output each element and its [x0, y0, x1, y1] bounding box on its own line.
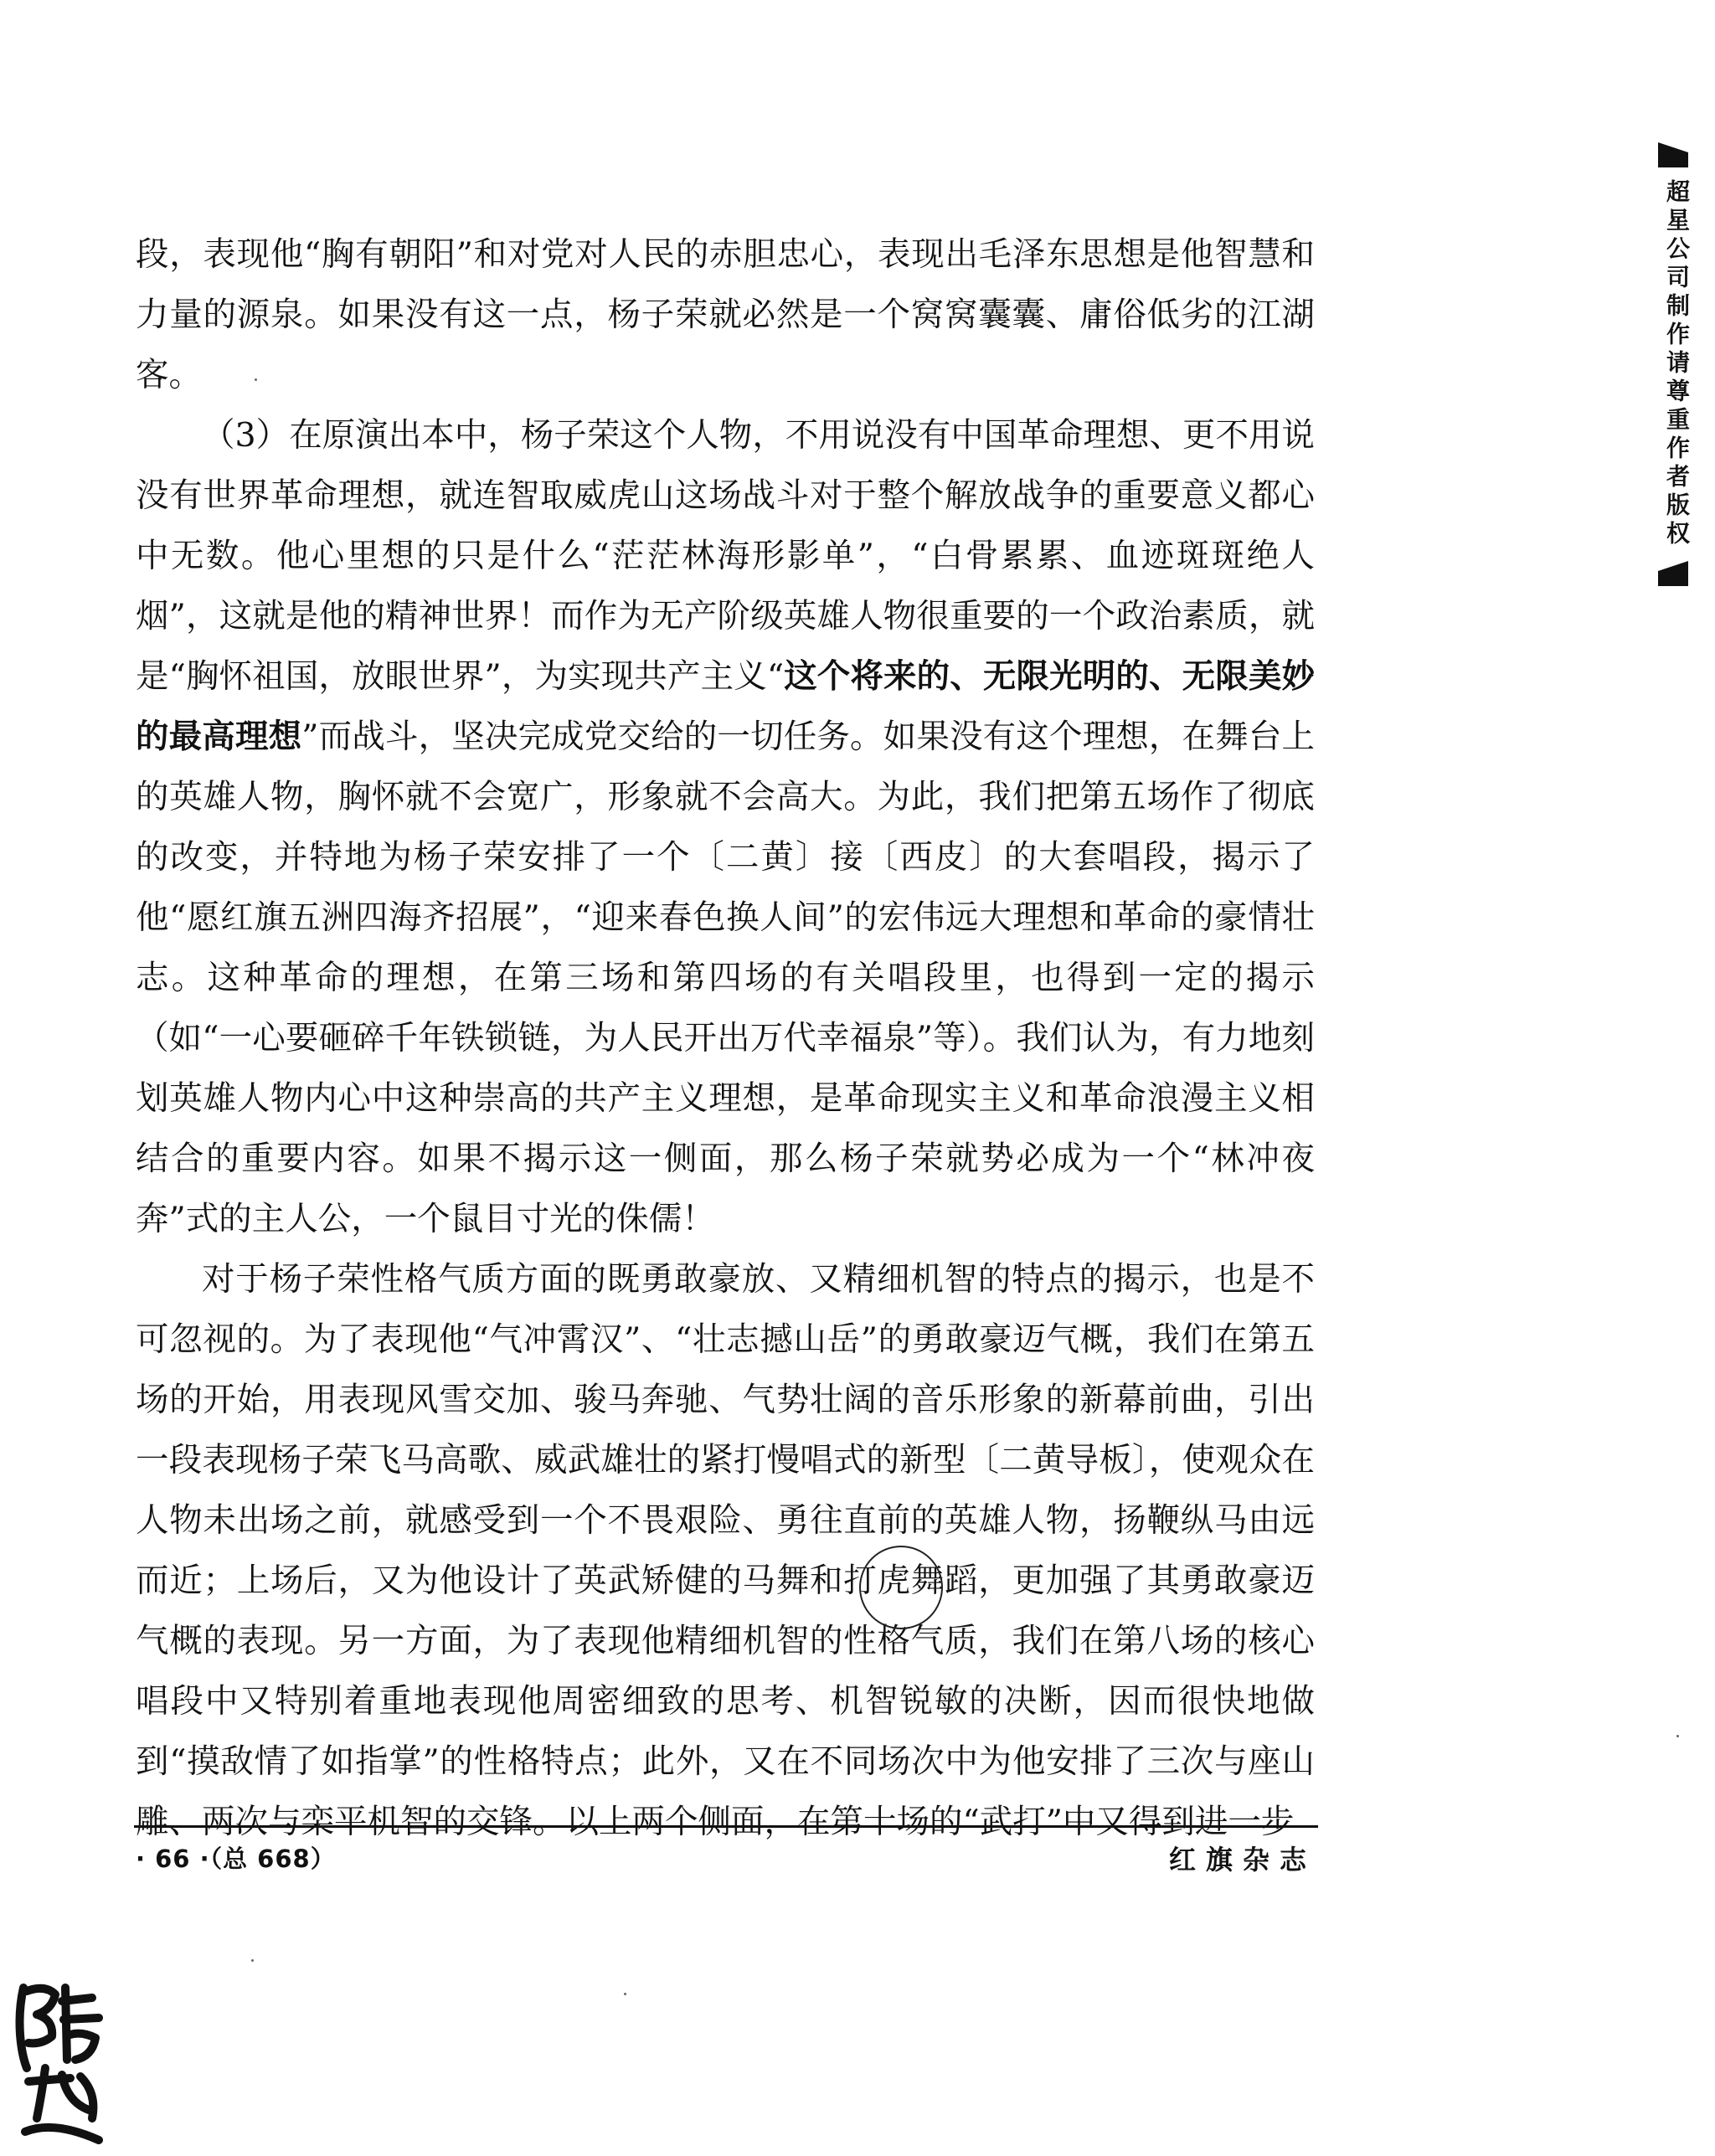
footer-page-number: · 66 ·（总 668）: [136, 1845, 336, 1873]
article-body: [136, 224, 1315, 1852]
side-notice-top-bar: [1658, 142, 1688, 167]
paragraph-2-text-a: （3）在原演出本中，杨子荣这个人物，不用说没有中国革命理想、更不用说没有世界革命理想，就连智取威虎山这场战斗对于整个解放战争的重要意义都心中无数。他心里想的只是什么“茫茫林海形影单”，“白骨累累、血迹斑斑绝人烟”，这就是他的精神世界！而作为无产阶级英雄人物很重要的一个政治素质，就是“胸怀祖国，放眼世界”，为实现共产主义“: [136, 416, 1315, 696]
handwritten-circle-mark: [859, 1546, 943, 1629]
paragraph-2: [136, 405, 1315, 1249]
paragraph-3-text: 对于杨子荣性格气质方面的既勇敢豪放、又精细机智的特点的揭示，也是不可忽视的。为了表现他“气冲霄汉”、“壮志撼山岳”的勇敢豪迈气概，我们在第五场的开始，用表现风雪交加、骏马奔驰、气势壮阔的音乐形象的新幕前曲，引出一段表现杨子荣飞马高歌、威武雄壮的紧打慢唱式的新型〔二黄导板〕，使观众在人物未出场之前，就感受到一个不畏艰险、勇往直前的英雄人物，扬鞭纵马由远而近；上场后，又为他设计了英武矫健的马舞和打虎舞蹈，更加强了其勇敢豪迈气概的表现。另一方面，为了表现他精细机智的性格气质，我们在第八场的核心唱段中又特别着重地表现他周密细致的思考、机智锐敏的决断，因而很快地做到“摸敌情了如指掌”的性格特点；此外，又在不同场次中为他安排了三次与座山雕、两次与栾平机智的交锋。以上两个侧面，在第十场的“武打”中又得到进一步: [136, 1260, 1315, 1841]
footer-journal-name: 红旗杂志: [1168, 1844, 1316, 1876]
paragraph-1: [136, 224, 1315, 405]
scan-speck: [624, 1993, 626, 1995]
scan-speck: [1676, 1735, 1679, 1737]
paragraph-2-quote-bold: 这个将来的、无限光明的、无限美妙的最高理想: [136, 657, 1315, 756]
copyright-side-notice: [1658, 142, 1695, 586]
seal-stamp-icon: [12, 1976, 111, 2148]
paragraph-2-text-b: ”而战斗，坚决完成党交给的一切任务。如果没有这个理想，在舞台上的英雄人物，胸怀就不会宽广，形象就不会高大。为此，我们把第五场作了彻底的改变，并特地为杨子荣安排了一个〔二黄〕接〔西皮〕的大套唱段，揭示了他“愿红旗五洲四海齐招展”，“迎来春色换人间”的宏伟远大理想和革命的豪情壮志。这种革命的理想，在第三场和第四场的有关唱段里，也得到一定的揭示（如“一心要砸碎千年铁锁链，为人民开出万代幸福泉”等）。我们认为，有力地刻划英雄人物内心中这种崇高的共产主义理想，是革命现实主义和革命浪漫主义相结合的重要内容。如果不揭示这一侧面，那么杨子荣就势必成为一个“林冲夜奔”式的主人公，一个鼠目寸光的侏儒！: [136, 718, 1315, 1238]
paragraph-3: [136, 1249, 1315, 1852]
paragraph-1-text: 段，表现他“胸有朝阳”和对党对人民的赤胆忠心，表现出毛泽东思想是他智慧和力量的源泉。如果没有这一点，杨子荣就必然是一个窝窝囊囊、庸俗低劣的江湖客。: [136, 235, 1315, 394]
scan-speck: [251, 1959, 254, 1962]
scan-speck: [255, 378, 257, 381]
side-notice-text: 超星公司制作请尊重作者版权: [1663, 179, 1691, 549]
footer-divider: [134, 1825, 1318, 1828]
side-notice-bottom-bar: [1658, 561, 1688, 586]
